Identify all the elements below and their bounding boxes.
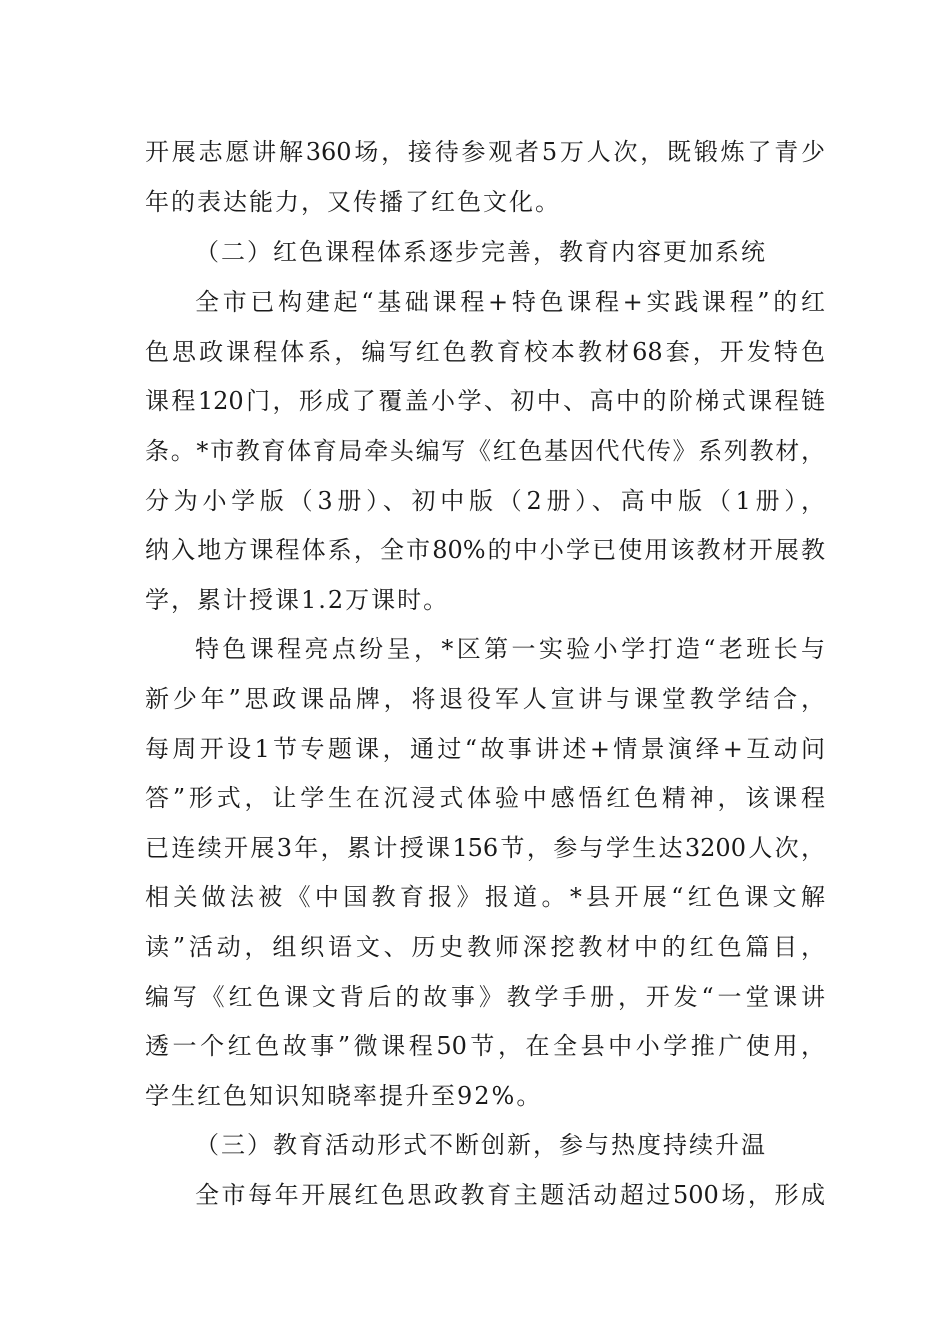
paragraph-line: 全市已构建起“基础课程+特色课程+实践课程”的红 (195, 288, 825, 316)
paragraph-line: 新少年”思政课品牌，将退役军人宣讲与课堂教学结合， (145, 685, 825, 713)
paragraph-line: 年的表达能力，又传播了红色文化。 (145, 188, 561, 216)
paragraph-line: 透一个红色故事”微课程50节，在全县中小学推广使用， (145, 1032, 825, 1060)
paragraph-line: 已连续开展3年，累计授课156节，参与学生达3200人次， (145, 834, 825, 862)
paragraph-line: 特色课程亮点纷呈，*区第一实验小学打造“老班长与 (195, 635, 825, 663)
paragraph-line: 相关做法被《中国教育报》报道。*县开展“红色课文解 (145, 883, 825, 911)
paragraph-line: 色思政课程体系，编写红色教育校本教材68套，开发特色 (145, 338, 825, 366)
paragraph-line: 课程120门，形成了覆盖小学、初中、高中的阶梯式课程链 (145, 387, 825, 415)
paragraph-line: 条。*市教育体育局牵头编写《红色基因代代传》系列教材， (145, 437, 825, 465)
paragraph-line: 编写《红色课文背后的故事》教学手册，开发“一堂课讲 (145, 983, 825, 1011)
paragraph-line: 全市每年开展红色思政教育主题活动超过500场，形成 (195, 1181, 825, 1209)
section-heading: （三）教育活动形式不断创新，参与热度持续升温 (195, 1131, 767, 1159)
paragraph-line: 学生红色知识知晓率提升至92%。 (145, 1082, 543, 1110)
paragraph-line: 学，累计授课1.2万课时。 (145, 586, 450, 614)
paragraph-line: 答”形式，让学生在沉浸式体验中感悟红色精神，该课程 (145, 784, 825, 812)
paragraph-line: 分为小学版（3册）、初中版（2册）、高中版（1册）， (145, 487, 825, 515)
paragraph-line: 读”活动，组织语文、历史教师深挖教材中的红色篇目， (145, 933, 825, 961)
paragraph-line: 纳入地方课程体系，全市80%的中小学已使用该教材开展教 (145, 536, 825, 564)
paragraph-line: 开展志愿讲解360场，接待参观者5万人次，既锻炼了青少 (145, 138, 825, 166)
section-heading: （二）红色课程体系逐步完善，教育内容更加系统 (195, 238, 767, 266)
paragraph-line: 每周开设1节专题课，通过“故事讲述+情景演绎+互动问 (145, 735, 825, 763)
